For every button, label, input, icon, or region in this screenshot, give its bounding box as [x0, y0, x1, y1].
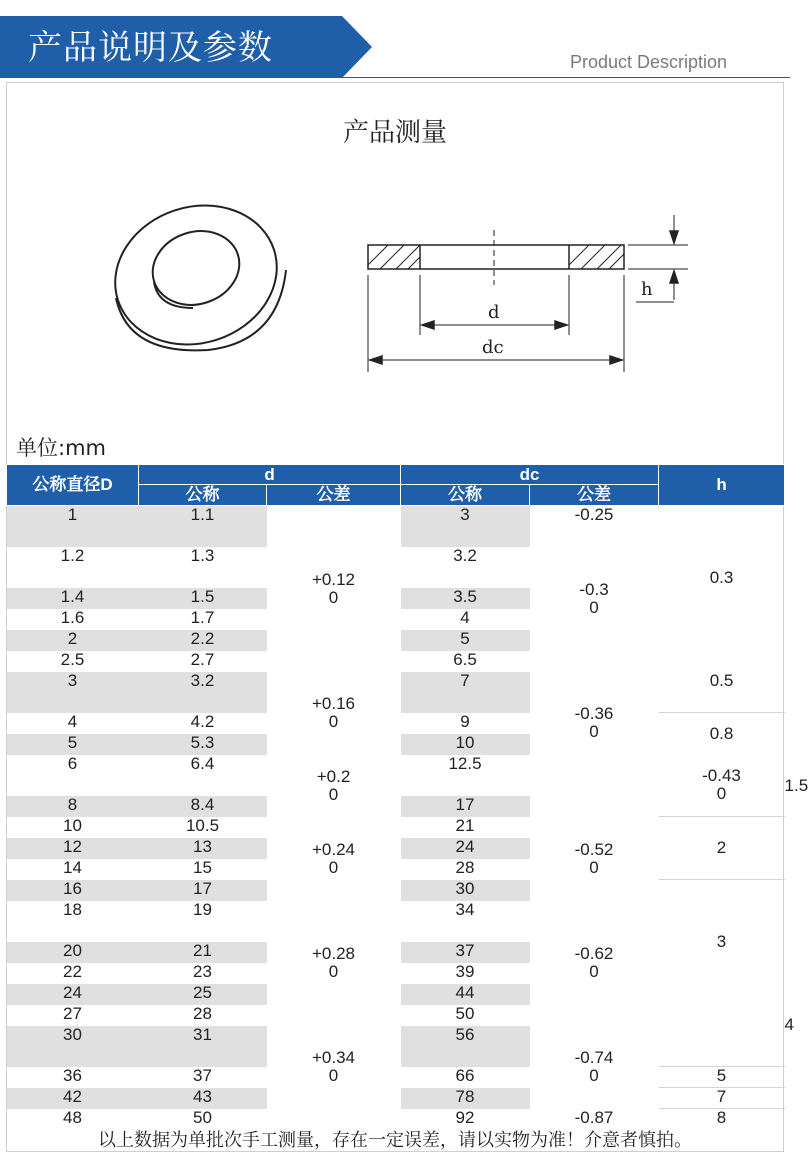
disclaimer-note: 以上数据为单批次手工测量，存在一定误差，请以实物为准！介意者慎拍。: [98, 1130, 692, 1151]
cell-D: 8: [7, 796, 139, 817]
cell-d: 17: [139, 880, 267, 901]
section-title: 产品说明及参数: [28, 28, 273, 68]
cell-h: 5: [659, 1067, 785, 1088]
cell-dc: 3.5: [401, 588, 530, 609]
section-subtitle: Product Description: [570, 52, 728, 72]
cell-dc-tolerance: -0.36 0: [574, 704, 614, 741]
cell-D: 10: [63, 815, 82, 835]
label-h: h: [641, 279, 653, 300]
cell-d: 25: [139, 984, 267, 1005]
cell-dc: 9: [460, 711, 470, 731]
cell-h: 0.5: [709, 671, 734, 691]
cell-d: 15: [193, 857, 212, 877]
sub-header-d-tolerance: 公差: [267, 485, 401, 506]
cell-d-tolerance: +0.2 0: [316, 766, 351, 804]
washer-3d-view: [97, 185, 295, 365]
cell-dc-tolerance: -0.43 0: [702, 766, 741, 804]
cell-D: 1: [7, 506, 139, 547]
cell-d: 3.2: [139, 672, 267, 713]
cell-dc: 37: [401, 942, 530, 963]
cell-d: 37: [193, 1065, 212, 1085]
cell-h: 0.8: [659, 713, 785, 755]
washer-diagram: [8, 150, 708, 390]
cell-dc: 66: [455, 1065, 475, 1085]
cell-D: 4: [67, 711, 78, 731]
cell-D: 30: [7, 1026, 139, 1067]
cell-D: 5: [7, 734, 139, 755]
washer-section-view: [368, 215, 688, 372]
cell-d: 8.4: [139, 796, 267, 817]
cell-dc: 39: [455, 961, 475, 981]
cell-D: 24: [7, 984, 139, 1005]
cell-d: 4.2: [190, 711, 215, 731]
sub-header-d-nominal: 公称: [139, 485, 267, 506]
cell-D: 27: [63, 1003, 82, 1023]
cell-dc: 44: [401, 984, 530, 1005]
cell-dc-tolerance: -0.52 0: [574, 839, 614, 877]
cell-dc: 3.2: [453, 545, 477, 565]
cell-d: 1.1: [139, 506, 267, 547]
cell-d: 5.3: [139, 734, 267, 755]
cell-d: 19: [193, 899, 212, 919]
diagram-title: 产品测量: [342, 118, 447, 148]
cell-D: 12: [7, 838, 139, 859]
cell-d-tolerance: +0.24 0: [312, 839, 356, 877]
cell-D: 1.6: [60, 607, 85, 627]
label-d: d: [488, 302, 500, 323]
cell-dc-tolerance: -0.3 0: [579, 579, 609, 617]
cell-dc: 50: [455, 1003, 475, 1023]
cell-D: 3: [7, 672, 139, 713]
cell-dc: 78: [401, 1088, 530, 1109]
cell-d: 31: [139, 1026, 267, 1067]
cell-d: 1.3: [190, 545, 215, 565]
cell-dc-tolerance: -0.87: [574, 1107, 614, 1127]
cell-D: 20: [7, 942, 139, 963]
cell-D: 16: [7, 880, 139, 901]
label-dc: dc: [482, 337, 504, 358]
cell-D: 42: [7, 1088, 139, 1109]
group-header-dc: dc: [401, 465, 659, 485]
col-header-d-nominal: 公称直径D: [7, 465, 139, 506]
cell-h: 7: [659, 1088, 785, 1109]
cell-d: 43: [139, 1088, 267, 1109]
cell-d: 2.2: [139, 630, 267, 651]
spec-table: 公称直径D d dc h 公称 公差 公称 公差 1 1.1 +0.12 0 3 -0.25 0.3 1.2 1.3 3.2 -0.3 0 1.4 1.5 3.5 1.6 1.7 4 2 2.2 5 2.5 2.7 6.5 -0.36 0 0.5 3 3.2 +0.16 0 7 4 4.2 9 0.8 5 5.3 10 6 6.4 +0.2 0 12.5 -0.43 0 1.5 8 8.4 17 10 10.5 +0.24 0 21 -0.52 0 2 12 13 24 14 15 28 16 17 30 3 18 19 +0.28 0 34 -0.62 0 20 21 37 22 23 39 24 25 44 4 27 28 50 30 31 +0.34 0 56 -0.74 0 36 37 66 5 42 43 78 7 48 50 92 -0.87 8: [6, 464, 785, 1129]
cell-dc-tolerance: -0.62 0: [574, 944, 614, 981]
cell-dc: 28: [455, 857, 475, 877]
cell-d: 6.4: [190, 753, 215, 773]
cell-D: 1.2: [60, 545, 85, 565]
col-header-h: h: [659, 465, 785, 506]
unit-label: 单位:mm: [16, 436, 106, 460]
cell-dc: 17: [401, 796, 530, 817]
cell-D: 2.5: [60, 649, 85, 669]
group-header-d: d: [139, 465, 401, 485]
cell-dc: 3: [401, 506, 530, 547]
cell-dc: 4: [460, 607, 470, 627]
cell-D: 36: [63, 1065, 82, 1085]
cell-d: 13: [139, 838, 267, 859]
cell-dc: 7: [401, 672, 530, 713]
cell-D: 18: [63, 899, 82, 919]
cell-dc: 10: [401, 734, 530, 755]
cell-dc: 6.5: [453, 649, 477, 669]
cell-d-tolerance: +0.28 0: [312, 944, 356, 981]
banner-divider: [0, 77, 790, 78]
cell-d: 1.5: [139, 588, 267, 609]
cell-d: 50: [193, 1107, 212, 1127]
cell-h: 8: [659, 1109, 785, 1129]
cell-dc: 34: [455, 899, 475, 919]
cell-d-tolerance: +0.12 0: [312, 569, 356, 607]
cell-d: 10.5: [185, 815, 220, 835]
cell-D: 14: [63, 857, 82, 877]
cell-dc: 92: [455, 1107, 475, 1127]
cell-dc: 21: [455, 815, 475, 835]
cell-d: 28: [193, 1003, 212, 1023]
cell-D: 2: [7, 630, 139, 651]
cell-h: 0.3: [709, 568, 734, 588]
cell-dc: 12.5: [448, 753, 482, 773]
sub-header-dc-nominal: 公称: [401, 485, 530, 506]
cell-D: 48: [63, 1107, 82, 1127]
cell-dc: 5: [401, 630, 530, 651]
cell-dc-tolerance: -0.25: [574, 505, 614, 524]
cell-d-tolerance: +0.16 0: [312, 694, 356, 731]
cell-dc: 56: [401, 1026, 530, 1067]
cell-D: 1.4: [7, 588, 139, 609]
cell-d-tolerance: +0.34 0: [312, 1048, 356, 1085]
cell-d: 1.7: [190, 607, 215, 627]
cell-d: 21: [139, 942, 267, 963]
cell-D: 6: [67, 753, 78, 773]
cell-dc: 24: [401, 838, 530, 859]
cell-d: 23: [193, 961, 212, 981]
cell-d: 2.7: [190, 649, 215, 669]
cell-dc-tolerance: -0.74 0: [574, 1048, 614, 1085]
cell-dc: 30: [401, 880, 530, 901]
cell-h: 2: [659, 817, 785, 880]
sub-header-dc-tolerance: 公差: [530, 485, 659, 506]
cell-D: 22: [63, 961, 82, 981]
cell-h: 3: [659, 880, 785, 1005]
